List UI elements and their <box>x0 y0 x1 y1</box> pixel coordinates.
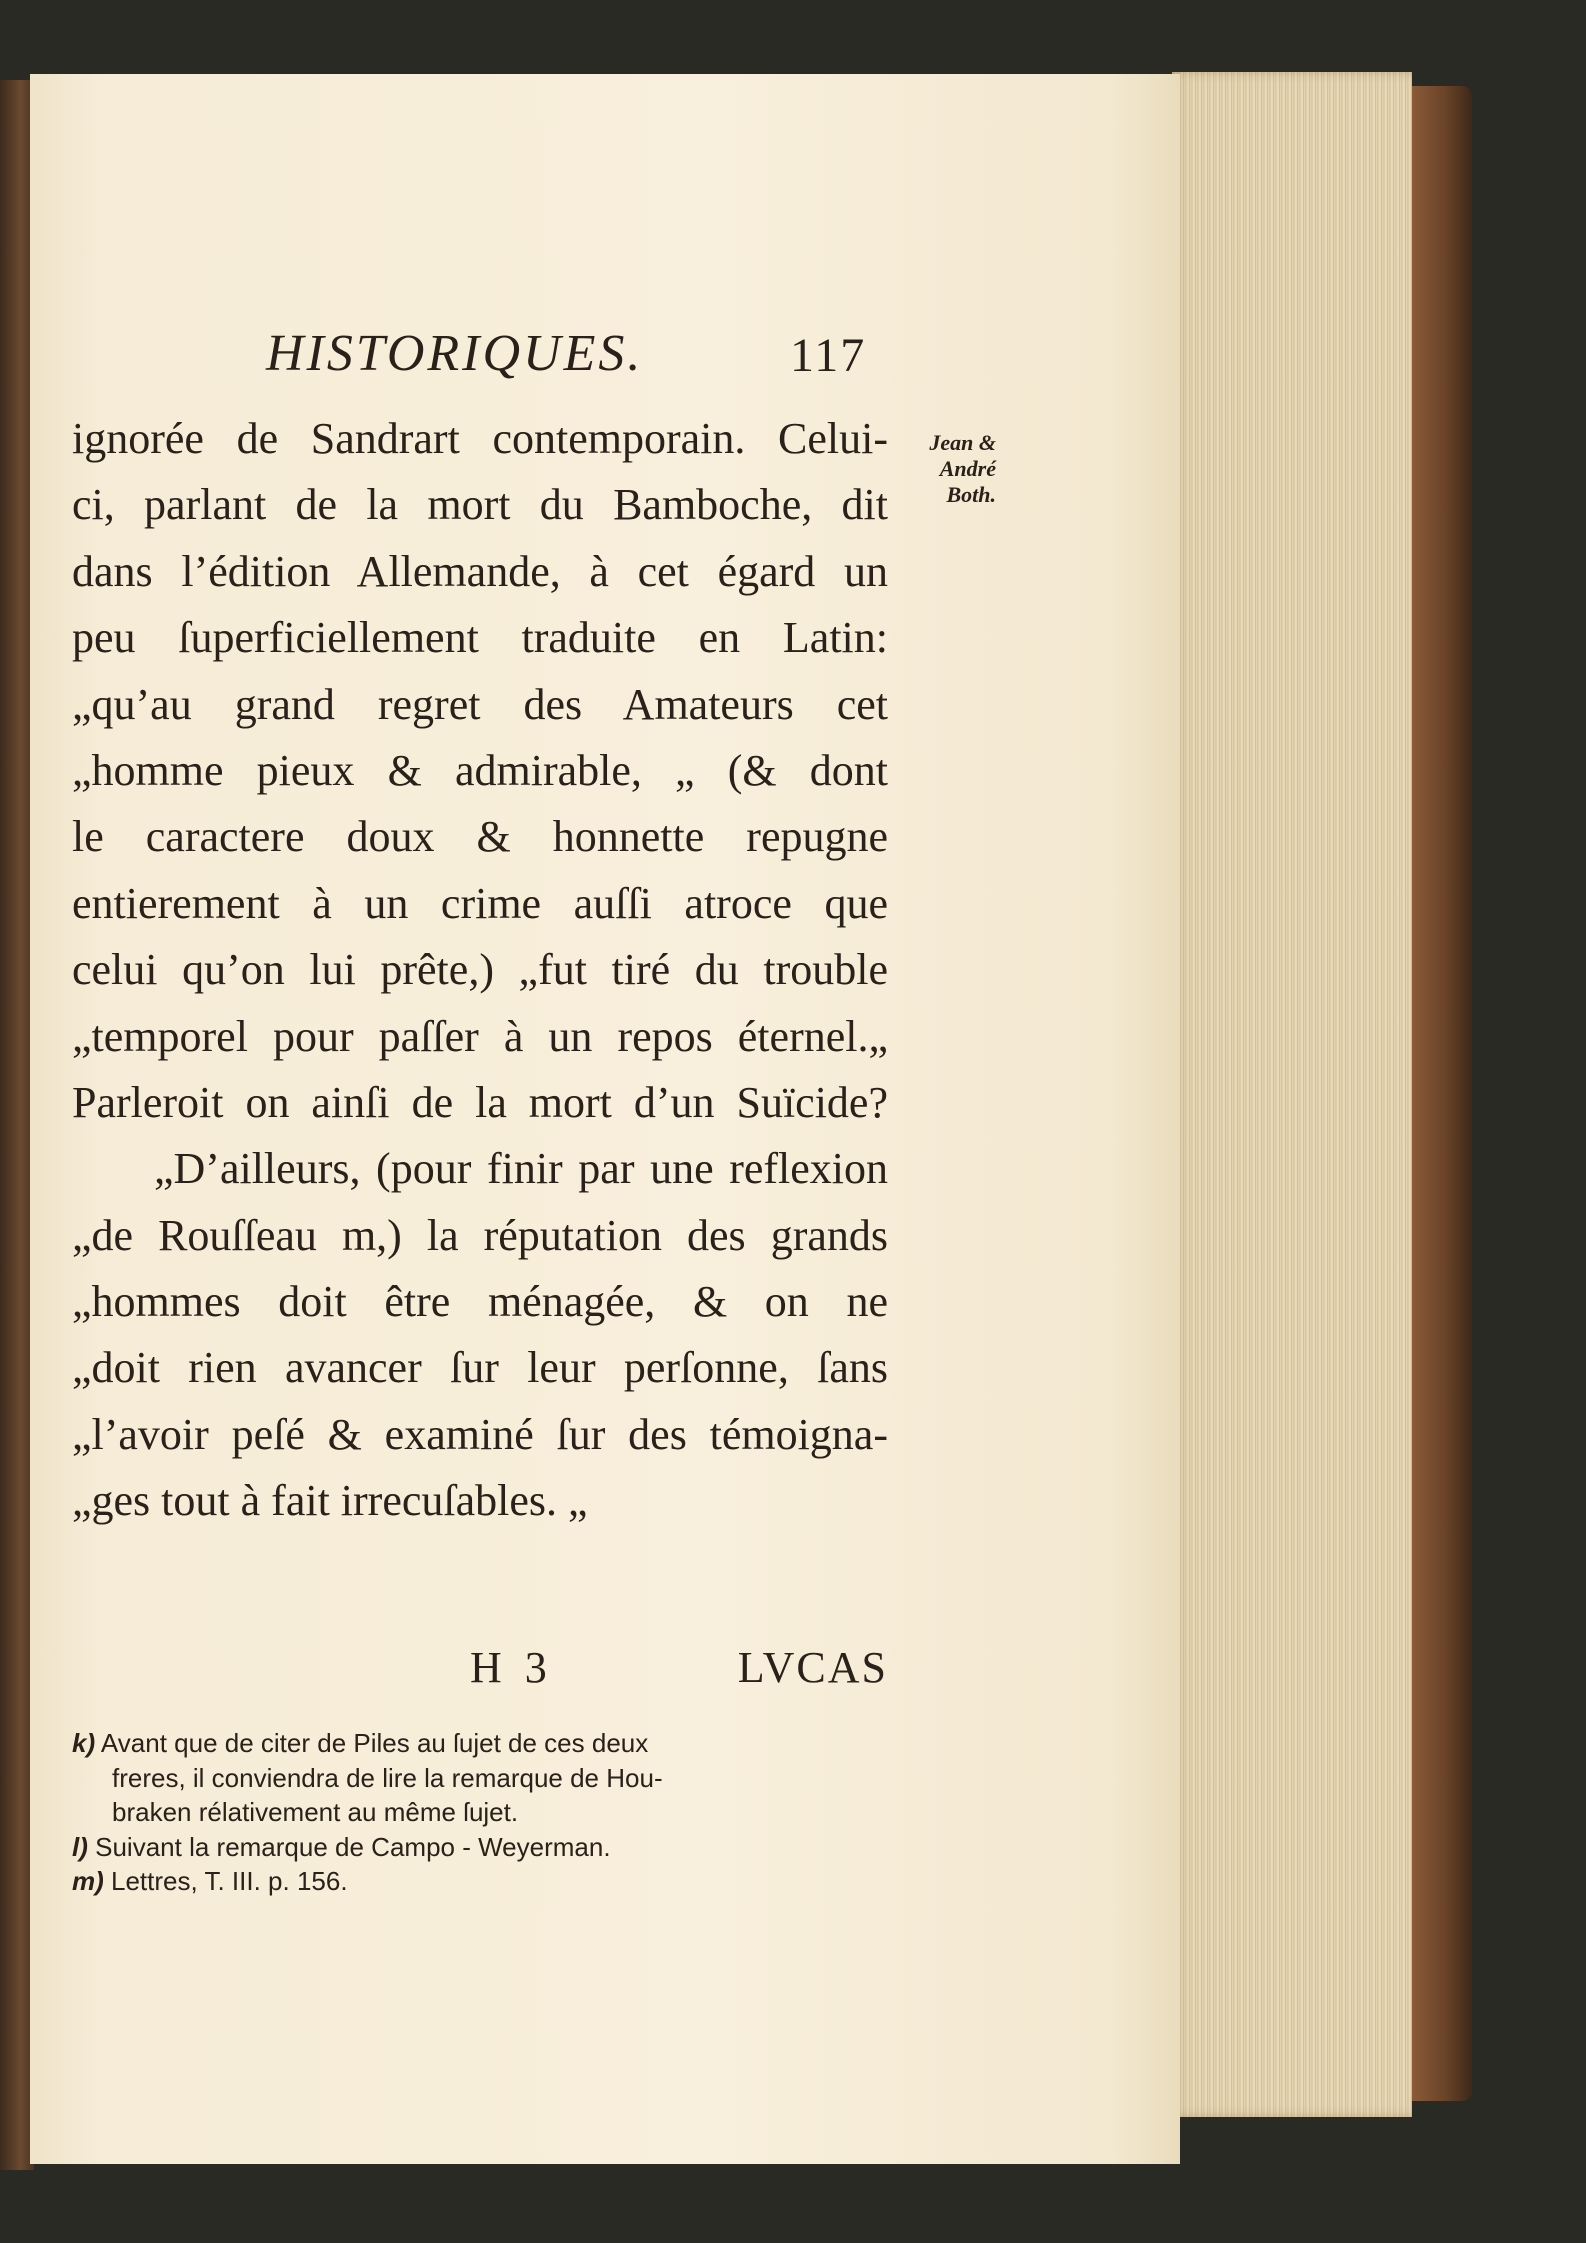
footnote <box>72 1726 872 1761</box>
text-line: ignorée de Sandrart contemporain. Celui- <box>72 414 888 463</box>
text-line: „de Rouſſeau m,) la réputation des grands <box>72 1210 888 1260</box>
footnote-key: l) <box>72 1831 88 1862</box>
signature-row <box>72 1642 888 1702</box>
marginal-note-line: Jean & <box>929 430 996 455</box>
text-line: „doit rien avancer ſur leur perſonne, ſans <box>72 1343 888 1393</box>
text-line: ci, parlant de la mort du Bamboche, dit <box>72 480 888 530</box>
signature-mark: H 3 <box>470 1643 553 1692</box>
text-line: peu ſuperficiellement traduite en Latin: <box>72 613 888 663</box>
text-line: dans l’édition Allemande, à cet égard un <box>72 546 888 596</box>
footnotes <box>72 1726 872 1899</box>
footnote-text: Avant que de citer de Piles au ſujet de ces deux <box>100 1728 649 1758</box>
footnote <box>72 1795 872 1830</box>
footnote-text: Suivant la remarque de Campo - Weyerman. <box>95 1831 611 1862</box>
footnote-key: m) <box>72 1866 104 1896</box>
footnote <box>72 1830 872 1865</box>
book-page <box>30 74 1180 2164</box>
running-head <box>266 324 906 394</box>
text-line: „hommes doit être ménagée, & on ne <box>72 1277 888 1327</box>
text-line: „qu’au grand regret des Amateurs cet <box>72 679 888 729</box>
footnote <box>72 1864 872 1899</box>
page-number: 117 <box>790 329 867 382</box>
text-line: le caractere doux & honnette repugne <box>72 812 888 862</box>
text-line: „D’ailleurs, (pour finir par une reflexion <box>154 1144 888 1194</box>
footnote-text: Lettres, T. III. p. 156. <box>111 1866 348 1896</box>
footnote <box>72 1761 872 1796</box>
footnote-key: k) <box>72 1728 96 1758</box>
marginal-note-line: Both. <box>946 482 996 507</box>
text-line: „l’avoir peſé & examiné ſur des témoigna- <box>72 1409 888 1459</box>
running-title: HISTORIQUES. <box>266 325 644 382</box>
footnote-text: braken rélativement au même ſujet. <box>112 1797 519 1827</box>
catchword: LVCAS <box>737 1643 888 1692</box>
text-line: celui qu’on lui prête,) „fut tiré du trouble <box>72 945 888 995</box>
text-line: „temporel pour paſſer à un repos éternel.„ <box>72 1011 888 1061</box>
body-text <box>72 406 888 1535</box>
left-book-cover <box>0 80 34 2170</box>
page-edges <box>1172 72 1412 2117</box>
marginal-note <box>876 430 996 508</box>
text-line: „homme pieux & admirable, „ (& dont <box>72 745 888 795</box>
text-line: entierement à un crime auſſi atroce que <box>72 878 888 928</box>
text-line: Parleroit on ainſi de la mort d’un Suïcide? <box>72 1077 888 1127</box>
footnote-text: freres, il conviendra de lire la remarque de Hou- <box>112 1762 663 1793</box>
marginal-note-line: André <box>939 456 996 481</box>
text-line: „ges tout à fait irrecuſables. „ <box>72 1476 588 1526</box>
